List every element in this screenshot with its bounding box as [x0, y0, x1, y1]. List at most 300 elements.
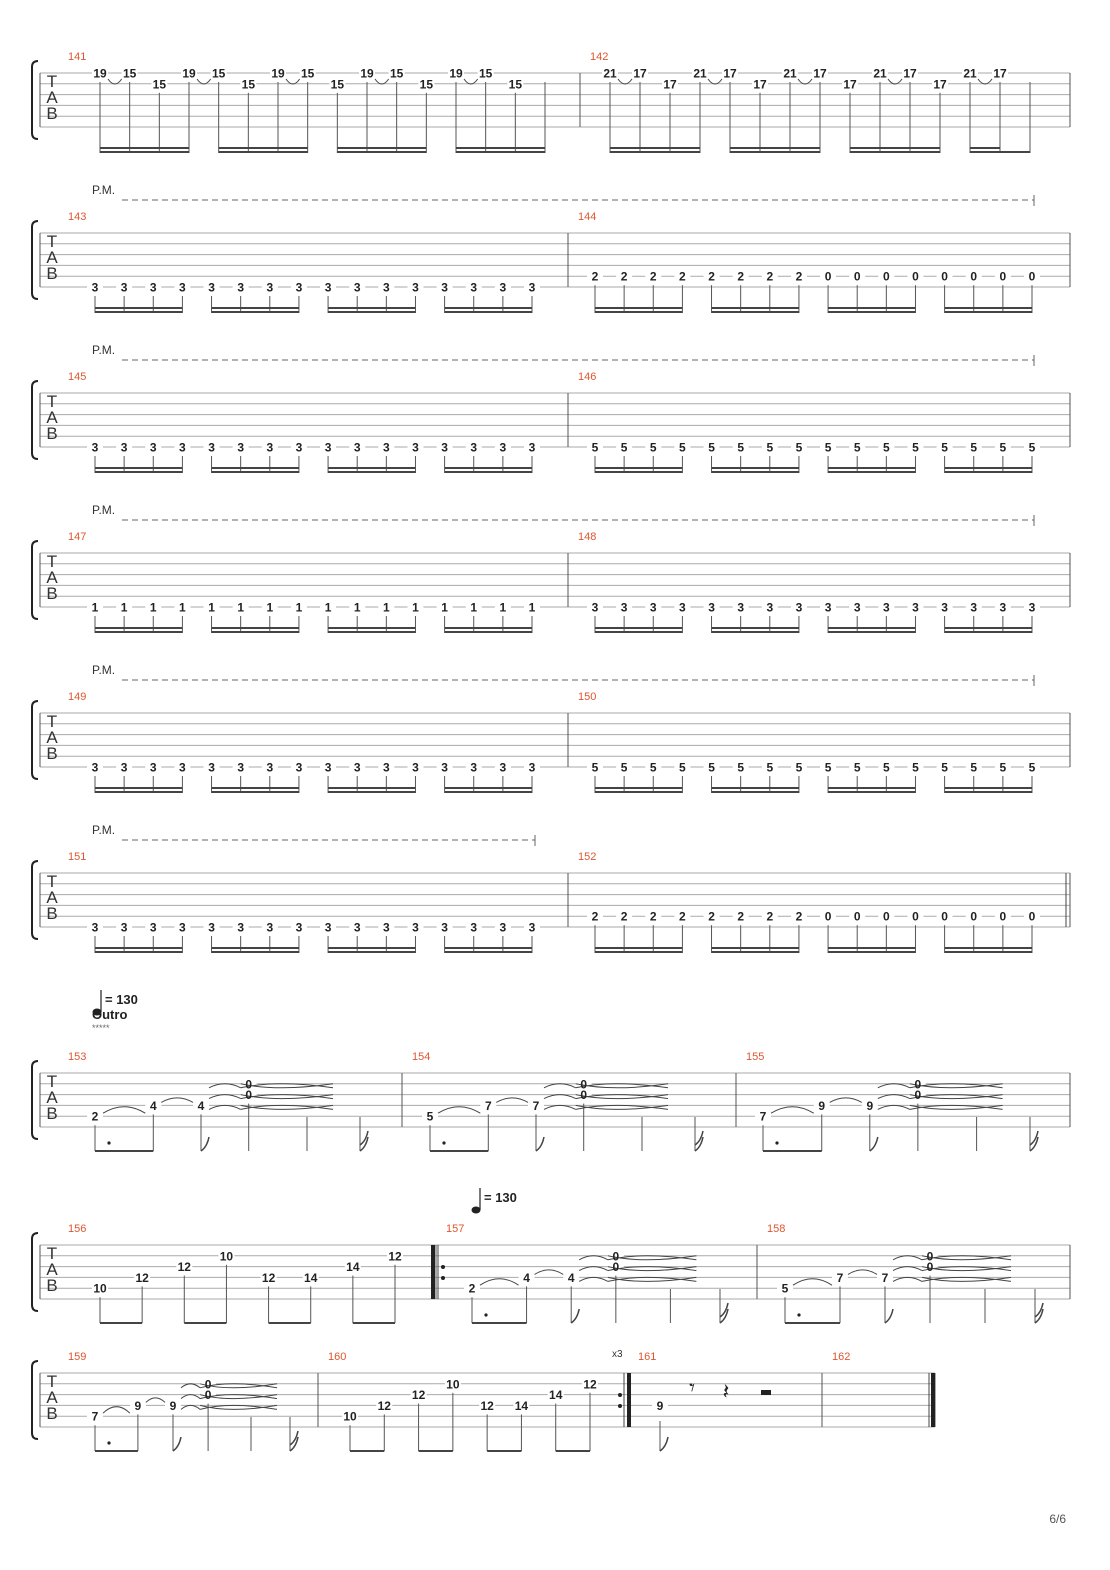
fret-number: 12	[261, 1270, 276, 1285]
fret-number: 7	[836, 1270, 844, 1285]
tie-arc	[181, 1405, 200, 1409]
fret-number: 3	[149, 440, 157, 455]
fret-number: 9	[866, 1098, 874, 1113]
fret-number: 3	[295, 280, 303, 295]
fret-number: 17	[723, 66, 737, 81]
fret-number: 3	[499, 920, 507, 935]
fret-number: 0	[1028, 909, 1036, 924]
fret-number: 15	[152, 77, 167, 92]
fret-number: 7	[759, 1109, 767, 1124]
fret-number: 3	[295, 920, 303, 935]
fret-number: 3	[412, 280, 419, 295]
half-rest-icon	[761, 1390, 771, 1395]
fret-number: 4	[567, 1270, 575, 1285]
fret-number: 5	[679, 760, 686, 775]
measure-number: 146	[578, 371, 597, 383]
fret-number: 3	[179, 760, 186, 775]
fret-number: 15	[122, 66, 137, 81]
fret-number: 0	[941, 909, 948, 924]
fret-number: 0	[882, 269, 890, 284]
fret-number: 1	[528, 600, 536, 615]
fret-number: 0	[580, 1077, 588, 1092]
measure-number: 160	[328, 1351, 347, 1363]
fret-number: 10	[93, 1281, 107, 1296]
fret-number: 19	[449, 66, 463, 81]
fret-number: 12	[135, 1270, 149, 1285]
fret-number: 1	[470, 600, 478, 615]
repeat-dot	[618, 1404, 622, 1408]
flag	[695, 1131, 703, 1151]
fret-number: 5	[426, 1109, 434, 1124]
fret-number: 1	[499, 600, 507, 615]
page-number: 6/6	[1049, 1512, 1066, 1526]
tab-clef-letter: T	[46, 1372, 58, 1391]
fret-number: 2	[591, 909, 599, 924]
tab-clef-letter: A	[46, 1388, 58, 1407]
fret-number: 2	[91, 1109, 99, 1124]
fret-number: 19	[271, 66, 285, 81]
fret-number: 3	[208, 280, 215, 295]
fret-number: 7	[91, 1409, 99, 1424]
fret-number: 3	[737, 600, 745, 615]
fret-number: 2	[591, 269, 599, 284]
fret-number: 17	[633, 66, 647, 81]
fret-number: 15	[300, 66, 315, 81]
fret-number: 3	[853, 600, 861, 615]
fret-number: 5	[853, 760, 861, 775]
fret-number: 5	[649, 760, 657, 775]
fret-number: 2	[708, 269, 715, 284]
dot	[484, 1313, 487, 1316]
slur	[103, 1107, 145, 1114]
fret-number: 5	[970, 440, 978, 455]
fret-number: 3	[324, 760, 332, 775]
fret-number: 3	[353, 280, 361, 295]
fret-number: 3	[382, 920, 390, 935]
tab-clef-letter: A	[46, 408, 58, 427]
fret-number: 21	[693, 66, 707, 81]
measure-number: 145	[68, 371, 87, 383]
measure-number: 158	[767, 1223, 786, 1235]
system-bracket	[32, 381, 38, 459]
dot	[775, 1141, 778, 1144]
tab-clef-letter: T	[46, 1072, 58, 1091]
tie-arc	[544, 1105, 576, 1109]
system-bracket	[32, 1361, 38, 1439]
fret-number: 5	[1028, 760, 1036, 775]
fret-number: 3	[382, 760, 390, 775]
measure-number: 152	[578, 851, 597, 863]
fret-number: 3	[91, 280, 99, 295]
fret-number: 5	[912, 760, 919, 775]
fret-number: 15	[211, 66, 226, 81]
tab-clef-letter: A	[46, 1088, 58, 1107]
fret-number: 0	[824, 909, 832, 924]
fret-number: 5	[708, 440, 715, 455]
fret-number: 4	[197, 1098, 205, 1113]
fret-number: 0	[612, 1260, 620, 1275]
fret-number: 15	[389, 66, 404, 81]
fret-number: 15	[508, 77, 523, 92]
fret-number: 2	[795, 909, 803, 924]
system-bracket	[32, 541, 38, 619]
tie-arc	[579, 1277, 608, 1281]
fret-number: 17	[993, 66, 1007, 81]
fret-number: 19	[182, 66, 196, 81]
fret-number: 1	[208, 600, 215, 615]
slur	[375, 79, 389, 84]
tie-arc	[576, 1105, 668, 1109]
flag	[1035, 1303, 1043, 1323]
fret-number: 3	[882, 600, 890, 615]
fret-number: 2	[679, 909, 686, 924]
fret-number: 5	[766, 440, 774, 455]
slur	[146, 1398, 165, 1403]
fret-number: 3	[499, 440, 507, 455]
slur	[888, 79, 902, 84]
dot	[797, 1313, 800, 1316]
fret-number: 3	[179, 440, 186, 455]
slur	[464, 79, 478, 84]
fret-number: 3	[266, 920, 274, 935]
fret-number: 3	[441, 440, 448, 455]
fret-number: 0	[999, 269, 1007, 284]
fret-number: 4	[523, 1270, 530, 1285]
fret-number: 3	[499, 760, 507, 775]
fret-number: 5	[795, 440, 803, 455]
measure-number: 151	[68, 851, 87, 863]
fret-number: 5	[649, 440, 657, 455]
flag	[885, 1309, 893, 1323]
fret-number: 5	[766, 760, 774, 775]
fret-number: 0	[853, 909, 861, 924]
fret-number: 7	[881, 1270, 889, 1285]
palm-mute-label: P.M.	[92, 503, 116, 517]
fret-number: 1	[441, 600, 448, 615]
fret-number: 3	[120, 440, 128, 455]
tie-arc	[181, 1384, 200, 1388]
tie-arc	[544, 1095, 576, 1099]
fret-number: 3	[353, 440, 361, 455]
slur	[618, 79, 632, 84]
fret-number: 2	[737, 909, 745, 924]
fret-number: 3	[324, 440, 332, 455]
fret-number: 1	[382, 600, 390, 615]
measure-number: 144	[578, 211, 597, 223]
fret-number: 5	[679, 440, 686, 455]
fret-number: 1	[149, 600, 157, 615]
fret-number: 17	[663, 77, 677, 92]
fret-number: 3	[708, 600, 715, 615]
fret-number: 3	[208, 920, 215, 935]
fret-number: 15	[478, 66, 493, 81]
slur	[708, 79, 722, 84]
system-bracket	[32, 221, 38, 299]
fret-number: 5	[824, 760, 832, 775]
fret-number: 0	[824, 269, 832, 284]
fret-number: 3	[382, 440, 390, 455]
fret-number: 2	[766, 269, 774, 284]
tab-clef-letter: B	[46, 1104, 58, 1123]
fret-number: 17	[903, 66, 917, 81]
fret-number: 3	[528, 920, 536, 935]
fret-number: 3	[149, 280, 157, 295]
fret-number: 3	[179, 280, 186, 295]
fret-number: 3	[208, 760, 215, 775]
flag	[536, 1137, 544, 1151]
fret-number: 2	[649, 909, 657, 924]
fret-number: 7	[484, 1098, 492, 1113]
system-bracket	[32, 1233, 38, 1311]
fret-number: 0	[204, 1388, 212, 1403]
fret-number: 19	[360, 66, 374, 81]
slur	[108, 79, 122, 84]
slur	[798, 79, 812, 84]
fret-number: 9	[656, 1398, 664, 1413]
slur	[535, 1270, 564, 1275]
fret-number: 3	[120, 760, 128, 775]
tab-clef-letter: A	[46, 248, 58, 267]
tab-system	[32, 195, 1070, 313]
fret-number: 5	[620, 760, 628, 775]
fret-number: 2	[766, 909, 774, 924]
repeat-end-bar	[627, 1373, 631, 1427]
fret-number: 0	[914, 1077, 922, 1092]
tie-arc	[893, 1267, 922, 1271]
fret-number: 3	[528, 440, 536, 455]
flag	[720, 1303, 728, 1323]
fret-number: 0	[926, 1260, 934, 1275]
fret-number: 0	[914, 1088, 922, 1103]
fret-number: 5	[795, 760, 803, 775]
tab-system	[32, 1188, 1070, 1323]
fret-number: 1	[353, 600, 361, 615]
measure-number: 143	[68, 211, 87, 223]
tie-arc	[200, 1405, 277, 1409]
measure-number: 149	[68, 691, 87, 703]
palm-mute-label: P.M.	[92, 343, 116, 357]
fret-number: 14	[514, 1398, 529, 1413]
fret-number: 14	[549, 1388, 563, 1403]
fret-number: 3	[528, 280, 536, 295]
fret-number: 3	[266, 440, 274, 455]
palm-mute-label: P.M.	[92, 823, 116, 837]
repeat-dot	[618, 1393, 622, 1397]
slur	[286, 79, 300, 84]
fret-number: 5	[882, 440, 890, 455]
fret-number: 0	[245, 1088, 253, 1103]
fret-number: 3	[999, 600, 1007, 615]
fret-number: 3	[412, 440, 419, 455]
measure-number: 150	[578, 691, 597, 703]
fret-number: 0	[926, 1249, 934, 1264]
fret-number: 12	[480, 1398, 494, 1413]
fret-number: 19	[93, 66, 107, 81]
fret-number: 3	[620, 600, 628, 615]
fret-number: 3	[353, 920, 361, 935]
fret-number: 2	[620, 909, 628, 924]
tab-clef-letter: T	[46, 232, 58, 251]
fret-number: 0	[941, 269, 948, 284]
tempo-marking: = 130	[105, 992, 138, 1007]
fret-number: 5	[708, 760, 715, 775]
tie-arc	[922, 1277, 1011, 1281]
fret-number: 5	[853, 440, 861, 455]
fret-number: 0	[970, 269, 978, 284]
fret-number: 4	[149, 1098, 157, 1113]
fret-number: 0	[912, 269, 919, 284]
measure-number: 154	[412, 1051, 431, 1063]
fret-number: 0	[970, 909, 978, 924]
fret-number: 0	[612, 1249, 620, 1264]
fret-number: 3	[970, 600, 978, 615]
measure-number: 159	[68, 1351, 87, 1363]
fret-number: 3	[766, 600, 774, 615]
section-marks: *****	[92, 1023, 110, 1033]
tie-arc	[878, 1095, 910, 1099]
flag	[360, 1131, 368, 1151]
fret-number: 12	[377, 1398, 391, 1413]
repeat-start-bar	[431, 1245, 435, 1299]
tie-arc	[608, 1277, 697, 1281]
slur	[161, 1098, 193, 1103]
tab-system	[32, 835, 1070, 953]
tie-arc	[209, 1084, 241, 1088]
fret-number: 3	[237, 760, 245, 775]
fret-number: 1	[237, 600, 245, 615]
tab-clef-letter: B	[46, 1276, 58, 1295]
measure-number: 148	[578, 531, 597, 543]
tab-system	[32, 675, 1070, 793]
fret-number: 3	[120, 920, 128, 935]
flag	[870, 1137, 878, 1151]
fret-number: 3	[91, 440, 99, 455]
fret-number: 3	[237, 280, 245, 295]
system-bracket	[32, 1061, 38, 1139]
system-bracket	[32, 861, 38, 939]
fret-number: 3	[295, 440, 303, 455]
fret-number: 12	[583, 1377, 597, 1392]
fret-number: 17	[753, 77, 767, 92]
fret-number: 3	[353, 760, 361, 775]
system-bracket	[32, 701, 38, 779]
tie-arc	[910, 1105, 1003, 1109]
section-label: Outro	[92, 1007, 128, 1022]
final-bar-thick	[931, 1373, 935, 1427]
fret-number: 5	[941, 760, 948, 775]
tempo-marking: = 130	[484, 1190, 517, 1205]
dot	[107, 1441, 110, 1444]
fret-number: 3	[470, 920, 478, 935]
fret-number: 1	[295, 600, 303, 615]
fret-number: 12	[177, 1260, 191, 1275]
fret-number: 10	[343, 1409, 357, 1424]
tab-clef-letter: B	[46, 584, 58, 603]
fret-number: 3	[470, 760, 478, 775]
tab-clef-letter: T	[46, 1244, 58, 1263]
fret-number: 21	[603, 66, 617, 81]
slur	[830, 1098, 862, 1103]
fret-number: 0	[882, 909, 890, 924]
fret-number: 5	[999, 440, 1007, 455]
fret-number: 15	[419, 77, 434, 92]
measure-number: 155	[746, 1051, 765, 1063]
measure-number: 156	[68, 1223, 87, 1235]
tab-clef-letter: T	[46, 72, 58, 91]
tab-clef-letter: B	[46, 104, 58, 123]
fret-number: 12	[388, 1249, 402, 1264]
fret-number: 9	[169, 1398, 177, 1413]
fret-number: 1	[120, 600, 128, 615]
fret-number: 3	[382, 280, 390, 295]
fret-number: 2	[649, 269, 657, 284]
measure-number: 141	[68, 51, 87, 63]
fret-number: 3	[295, 760, 303, 775]
fret-number: 3	[120, 280, 128, 295]
system-bracket	[32, 61, 38, 139]
fret-number: 3	[91, 920, 99, 935]
slur	[848, 1270, 877, 1275]
fret-number: 17	[813, 66, 827, 81]
fret-number: 0	[580, 1088, 588, 1103]
fret-number: 17	[933, 77, 947, 92]
flag	[290, 1431, 298, 1451]
palm-mute-label: P.M.	[92, 183, 116, 197]
fret-number: 10	[219, 1249, 234, 1264]
fret-number: 3	[941, 600, 948, 615]
fret-number: 5	[591, 440, 599, 455]
fret-number: 3	[824, 600, 832, 615]
fret-number: 3	[266, 760, 274, 775]
fret-number: 1	[324, 600, 332, 615]
fret-number: 2	[708, 909, 715, 924]
fret-number: 0	[912, 909, 919, 924]
fret-number: 14	[346, 1260, 360, 1275]
tie-arc	[893, 1256, 922, 1260]
fret-number: 0	[245, 1077, 253, 1092]
fret-number: 7	[532, 1098, 540, 1113]
fret-number: 3	[149, 920, 157, 935]
measure-number: 161	[638, 1351, 657, 1363]
fret-number: 5	[970, 760, 978, 775]
tab-clef-letter: T	[46, 872, 58, 891]
tab-clef-letter: T	[46, 712, 58, 731]
fret-number: 5	[781, 1281, 789, 1296]
fret-number: 3	[412, 920, 419, 935]
tab-clef-letter: A	[46, 888, 58, 907]
fret-number: 2	[737, 269, 745, 284]
tie-arc	[579, 1256, 608, 1260]
measure-number: 147	[68, 531, 87, 543]
slur	[480, 1279, 519, 1286]
measure-number: 157	[446, 1223, 465, 1235]
fret-number: 3	[795, 600, 803, 615]
fret-number: 3	[912, 600, 919, 615]
eighth-rest-icon: 𝄾	[689, 1375, 695, 1400]
fret-number: 1	[179, 600, 186, 615]
fret-number: 5	[882, 760, 890, 775]
fret-number: 2	[795, 269, 803, 284]
repeat-count: x3	[612, 1349, 623, 1360]
fret-number: 3	[1028, 600, 1036, 615]
fret-number: 3	[266, 280, 274, 295]
fret-number: 3	[237, 440, 245, 455]
fret-number: 3	[179, 920, 186, 935]
fret-number: 3	[324, 280, 332, 295]
fret-number: 5	[737, 760, 745, 775]
fret-number: 5	[737, 440, 745, 455]
repeat-dot	[441, 1265, 445, 1269]
